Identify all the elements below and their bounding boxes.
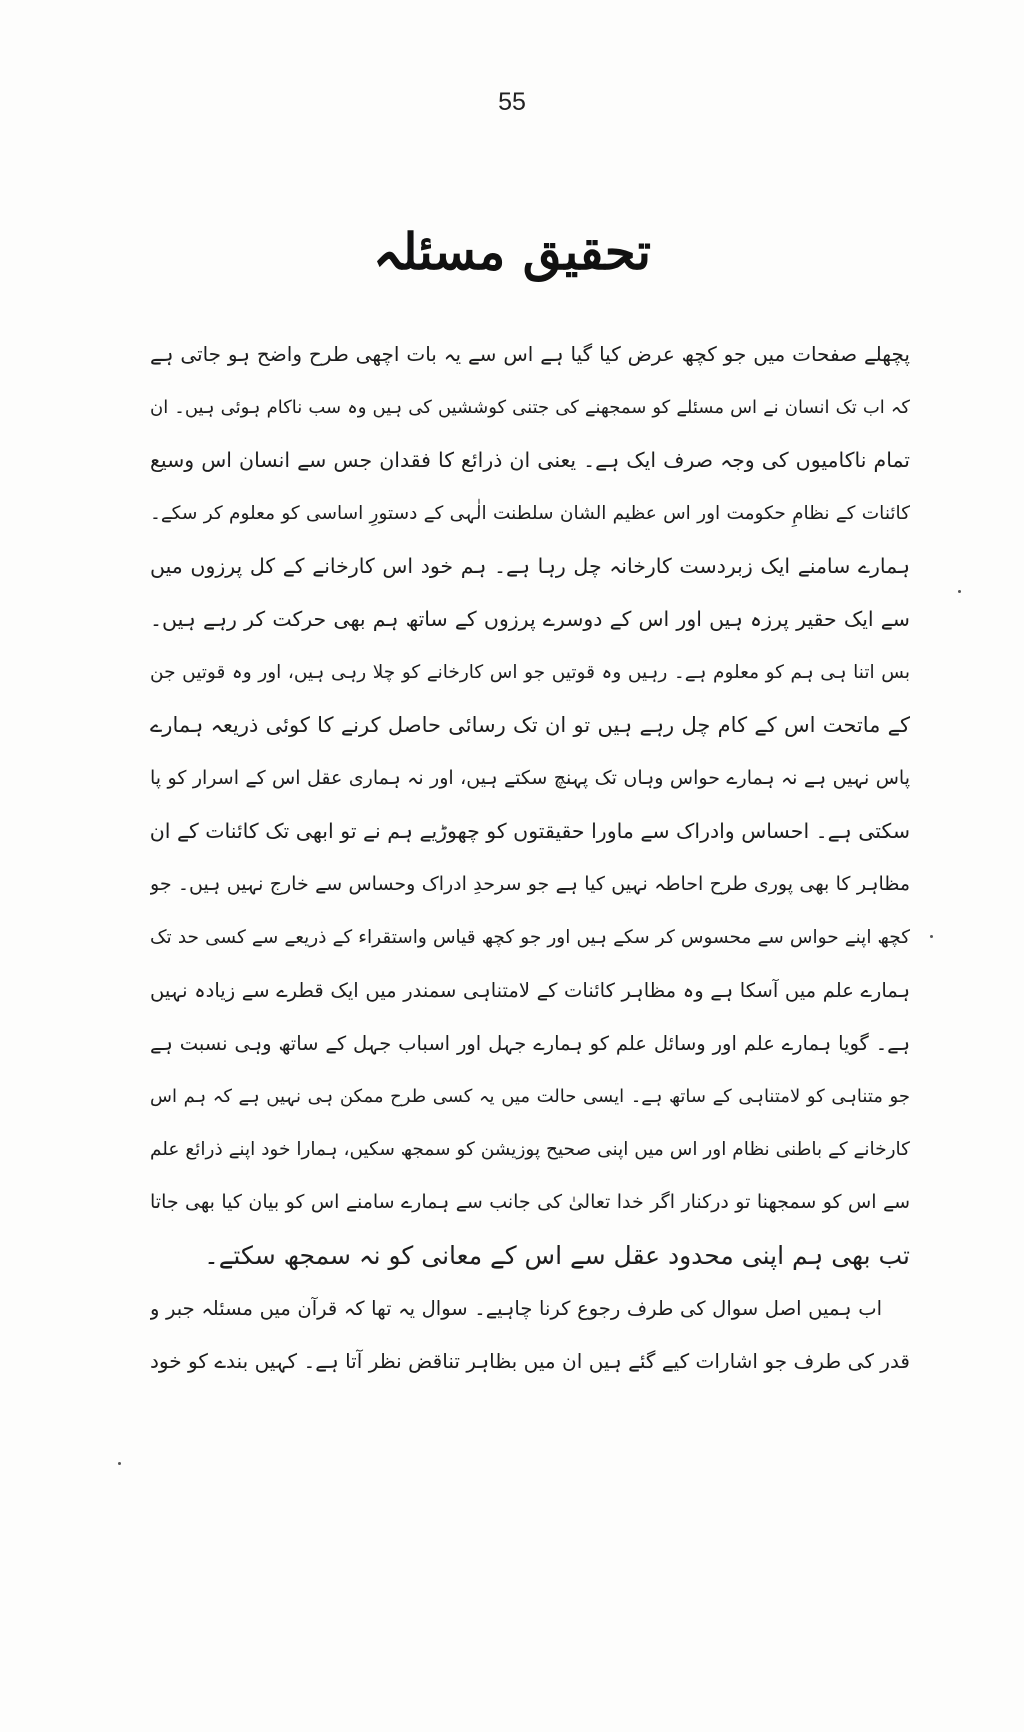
- text-line: ہے۔ گویا ہمارے علم اور وسائل علم کو ہمارے جہل اور اسباب جہل کے ساتھ وہی نسبت ہے: [150, 1032, 910, 1055]
- text-line: مظاہر کا بھی پوری طرح احاطہ نہیں کیا ہے جو سرحدِ ادراک وحساس سے خارج نہیں ہیں۔ جو: [150, 873, 910, 895]
- text-line: پاس نہیں ہے نہ ہمارے حواس وہاں تک پہنچ سکتے ہیں، اور نہ ہماری عقل اس کے اسرار کو پا: [150, 767, 910, 789]
- text-line: سے ایک حقیر پرزہ ہیں اور اس کے دوسرے پرزوں کے ساتھ ہم بھی حرکت کر رہے ہیں۔: [150, 607, 910, 631]
- text-line: جو متناہی کو لامتناہی کے ساتھ ہے۔ ایسی حالت میں یہ کسی طرح ممکن ہی نہیں ہے کہ ہم اس: [150, 1086, 910, 1107]
- text-line: پچھلے صفحات میں جو کچھ عرض کیا گیا ہے اس سے یہ بات اچھی طرح واضح ہو جاتی ہے: [150, 342, 910, 366]
- text-line: قدر کی طرف جو اشارات کیے گئے ہیں ان میں بظاہر تناقض نظر آتا ہے۔ کہیں بندے کو خود: [150, 1349, 910, 1373]
- text-line: کہ اب تک انسان نے اس مسئلے کو سمجھنے کی جتنی کوششیں کی ہیں وہ سب ناکام ہوئی ہیں۔ ان: [150, 397, 910, 418]
- text-line: ہمارے سامنے ایک زبردست کارخانہ چل رہا ہے۔ ہم خود اس کارخانے کے کل پرزوں میں: [150, 554, 910, 578]
- text-line: اب ہمیں اصل سوال کی طرف رجوع کرنا چاہیے۔ سوال یہ تھا کہ قرآن میں مسئلہ جبر و: [150, 1297, 882, 1320]
- stray-mark: [930, 935, 933, 938]
- body-text: [150, 328, 910, 1388]
- text-line: بس اتنا ہی ہم کو معلوم ہے۔ رہیں وہ قوتیں جو اس کارخانے کو چلا رہی ہیں، اور وہ قوتیں جن: [150, 662, 910, 683]
- text-line: کارخانے کے باطنی نظام اور اس میں اپنی صحیح پوزیشن کو سمجھ سکیں، ہمارا خود اپنے ذرائع علم: [150, 1139, 910, 1160]
- show-through-text: [150, 140, 910, 194]
- text-line: کچھ اپنے حواس سے محسوس کر سکے ہیں اور جو کچھ قیاس واستقراء کے ذریعے سے کسی حد تک: [150, 927, 910, 948]
- paragraph: [150, 1282, 910, 1388]
- paragraph: [150, 328, 910, 1282]
- chapter-title: تحقیق مسئلہ: [372, 222, 651, 281]
- stray-mark: [118, 1462, 121, 1465]
- text-line: سکتی ہے۔ احساس وادراک سے ماورا حقیقتوں کو چھوڑیے ہم نے تو ابھی تک کائنات کے ان: [150, 819, 910, 843]
- text-line: تمام ناکامیوں کی وجہ صرف ایک ہے۔ یعنی ان ذرائع کا فقدان جس سے انسان اس وسیع: [150, 448, 910, 472]
- text-line: ہمارے علم میں آسکا ہے وہ مظاہر کائنات کے لامتناہی سمندر میں ایک قطرے سے زیادہ نہیں: [150, 979, 910, 1002]
- page-number: 55: [498, 88, 526, 116]
- text-line: کے ماتحت اس کے کام چل رہے ہیں تو ان تک رسائی حاصل کرنے کا کوئی ذریعہ ہمارے: [150, 713, 910, 737]
- stray-mark: [958, 590, 961, 593]
- text-line: کائنات کے نظامِ حکومت اور اس عظیم الشان سلطنت الٰہی کے دستورِ اساسی کو معلوم کر سکے۔: [150, 503, 910, 524]
- text-line: تب بھی ہم اپنی محدود عقل سے اس کے معانی کو نہ سمجھ سکتے۔: [204, 1241, 910, 1270]
- text-line: سے اس کو سمجھنا تو درکنار اگر خدا تعالیٰ کی جانب سے ہمارے سامنے اس کو بیان کیا بھی جاتا: [150, 1191, 910, 1213]
